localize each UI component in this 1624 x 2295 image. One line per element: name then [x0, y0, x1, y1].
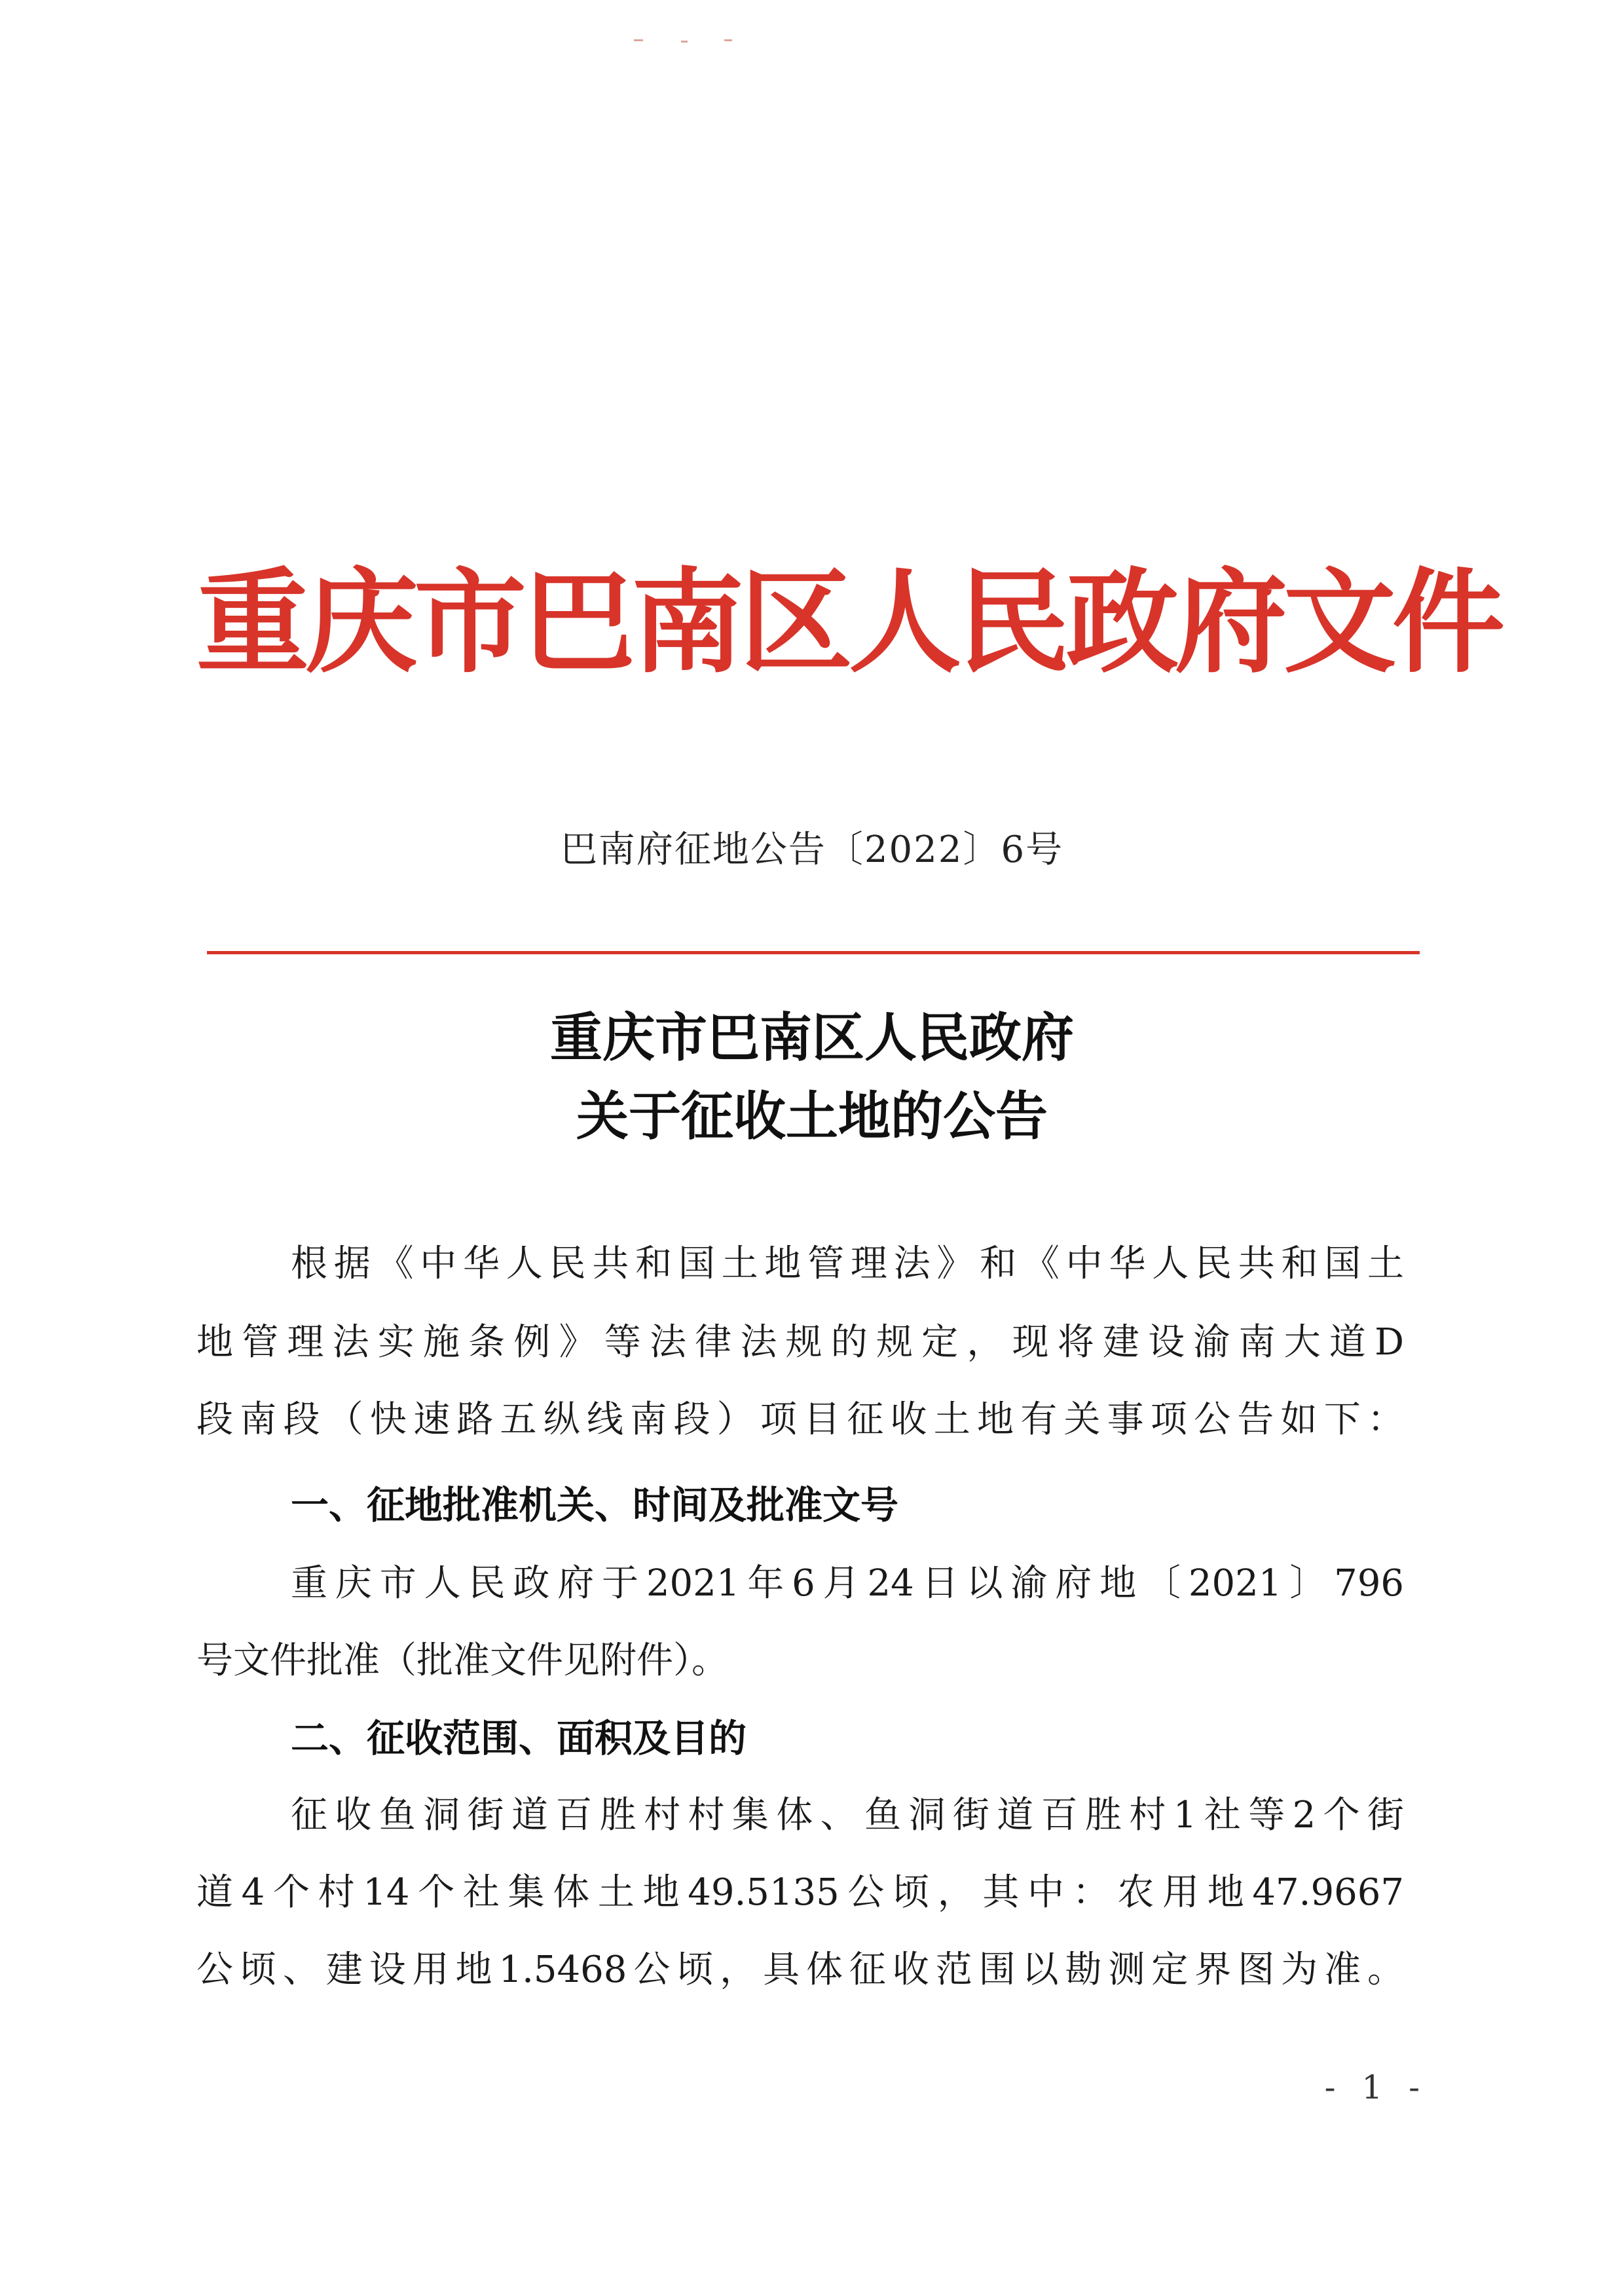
section-2-line-2: 道4个村14个社集体土地49.5135公顷，其中：农用地47.9667	[196, 1871, 1404, 1914]
notice-title-line1: 重庆市巴南区人民政府	[550, 1007, 1074, 1068]
scan-artifact	[634, 39, 643, 41]
intro-line-3: 段南段（快速路五纵线南段）项目征收土地有关事项公告如下：	[196, 1398, 1404, 1441]
document-header-title: 重庆市巴南区人民政府文件	[196, 555, 1501, 688]
section-1-line-2: 号文件批准（批准文件见附件）。	[196, 1639, 728, 1682]
section-1-heading: 一、征地批准机关、时间及批准文号	[291, 1483, 899, 1527]
section-1-line-1: 重庆市人民政府于2021年6月24日以渝府地〔2021〕796	[291, 1562, 1404, 1605]
section-2-line-3: 公顷、建设用地1.5468公顷，具体征收范围以勘测定界图为准。	[196, 1949, 1404, 1991]
document-number: 巴南府征地公告〔2022〕6号	[560, 829, 1064, 871]
page-number: - 1 -	[1324, 2068, 1428, 2106]
notice-title-line2: 关于征收土地的公告	[576, 1086, 1048, 1147]
red-divider-rule	[207, 951, 1420, 954]
section-2-line-1: 征收鱼洞街道百胜村村集体、鱼洞街道百胜村1社等2个街	[291, 1794, 1404, 1837]
scan-artifact	[724, 39, 732, 41]
scan-artifact	[681, 41, 688, 43]
section-2-heading: 二、征收范围、面积及目的	[291, 1716, 747, 1761]
intro-line-2: 地管理法实施条例》等法律法规的规定，现将建设渝南大道D	[196, 1321, 1404, 1364]
intro-line-1: 根据《中华人民共和国土地管理法》和《中华人民共和国土	[291, 1242, 1404, 1285]
